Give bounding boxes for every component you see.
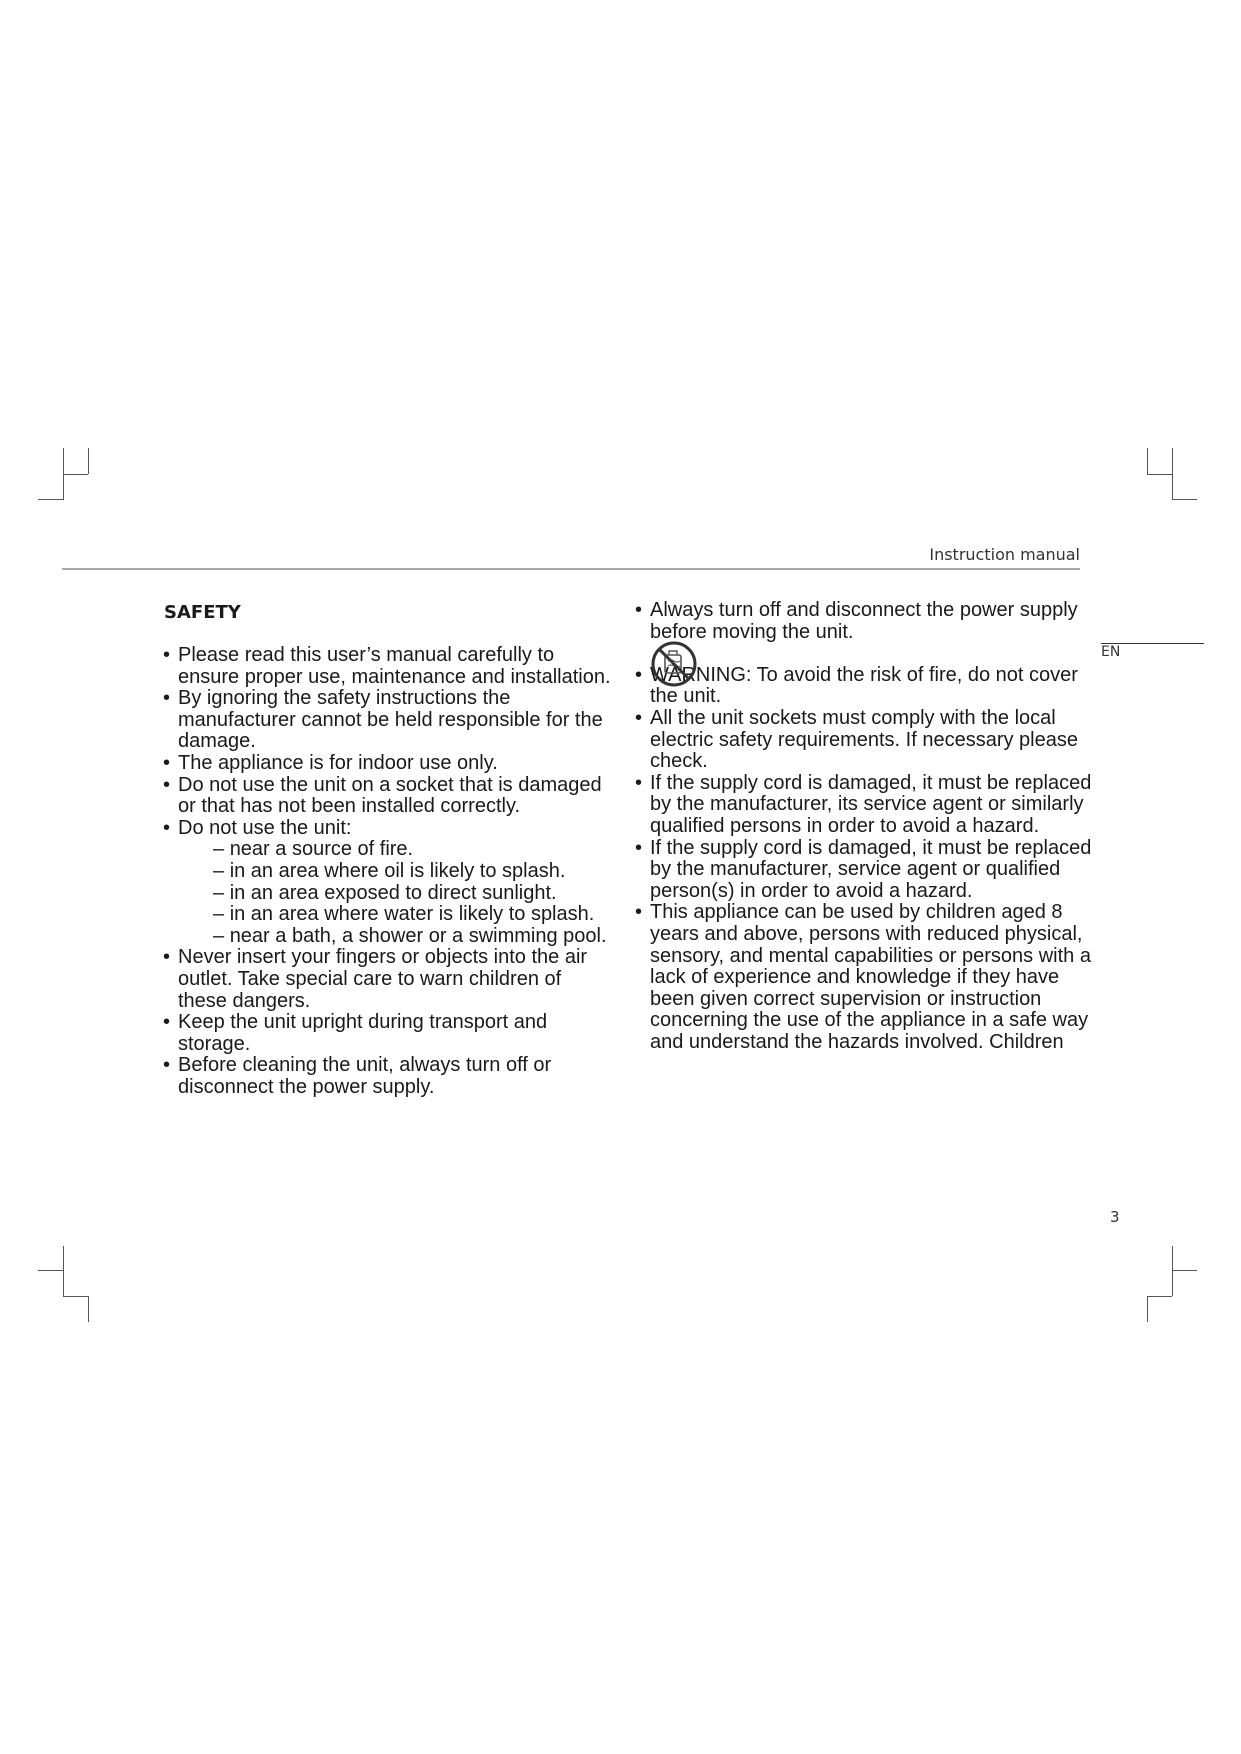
condition-item: – in an area where oil is likely to splash. (178, 861, 613, 883)
safety-item: • Keep the unit upright during transport and storage. (163, 1012, 613, 1055)
page-number: 3 (1110, 1208, 1120, 1226)
crop-mark (38, 1270, 63, 1271)
condition-item: – near a source of fire. (178, 839, 613, 861)
condition-item: – in an area exposed to direct sunlight. (178, 883, 613, 905)
safety-item: • The appliance is for indoor use only. (163, 753, 613, 775)
crop-mark (1147, 474, 1172, 475)
safety-list-right (635, 600, 1095, 1053)
safety-item: • Please read this user’s manual carefully to ensure proper use, maintenance and installation. (163, 645, 613, 688)
safety-item: • All the unit sockets must comply with the local electric safety requirements. If necessary please check. (635, 708, 1095, 773)
crop-mark (1172, 1246, 1173, 1296)
running-title: Instruction manual (929, 545, 1080, 564)
safety-item: • If the supply cord is damaged, it must be replaced by the manufacturer, its service agent or similarly qualified persons in order to avoid a hazard. (635, 773, 1095, 838)
warning-item: • WARNING: To avoid the risk of fire, do not cover the unit. (635, 665, 1095, 708)
do-not-cover-icon (650, 640, 698, 688)
header-rule (62, 568, 1080, 570)
safety-item: • This appliance can be used by children aged 8 years and above, persons with reduced physical, sensory, and mental capabilities or persons with a lack of experience and knowledge if they have been given correct supervision or instruction concerning the use of the appliance in a safe way and understand the hazards involved. Children (635, 902, 1095, 1053)
crop-mark (1172, 1270, 1197, 1271)
crop-mark (38, 499, 63, 500)
safety-item: • Never insert your fingers or objects into the air outlet. Take special care to warn children of these dangers. (163, 947, 613, 1012)
safety-item: • Always turn off and disconnect the power supply before moving the unit. (635, 600, 1095, 643)
crop-mark (1172, 499, 1197, 500)
safety-list-left (163, 645, 613, 1098)
section-title: SAFETY (164, 602, 241, 623)
crop-mark (63, 1246, 64, 1296)
condition-list (178, 839, 613, 947)
crop-mark (1147, 1296, 1172, 1297)
crop-mark (63, 474, 88, 475)
condition-item: – in an area where water is likely to splash. (178, 904, 613, 926)
condition-item: – near a bath, a shower or a swimming pool. (178, 926, 613, 948)
safety-item: • Do not use the unit on a socket that is damaged or that has not been installed correctly. (163, 775, 613, 818)
crop-mark (1147, 448, 1148, 474)
safety-item: • Do not use the unit: – near a source of fire. – in an area where oil is likely to splash. – in an area exposed to direct sunlight. – in an area where water is likely to splash. – near a bath, a shower or a swimming pool. (163, 818, 613, 948)
crop-mark (1147, 1296, 1148, 1322)
crop-mark (88, 1296, 89, 1322)
crop-mark (1172, 448, 1173, 500)
crop-mark (63, 1296, 88, 1297)
safety-item: • Before cleaning the unit, always turn off or disconnect the power supply. (163, 1055, 613, 1098)
safety-item: • If the supply cord is damaged, it must be replaced by the manufacturer, service agent or qualified person(s) in order to avoid a hazard. (635, 838, 1095, 903)
language-label: EN (1101, 644, 1121, 660)
safety-item: • By ignoring the safety instructions the manufacturer cannot be held responsible for the damage. (163, 688, 613, 753)
crop-mark (88, 448, 89, 474)
